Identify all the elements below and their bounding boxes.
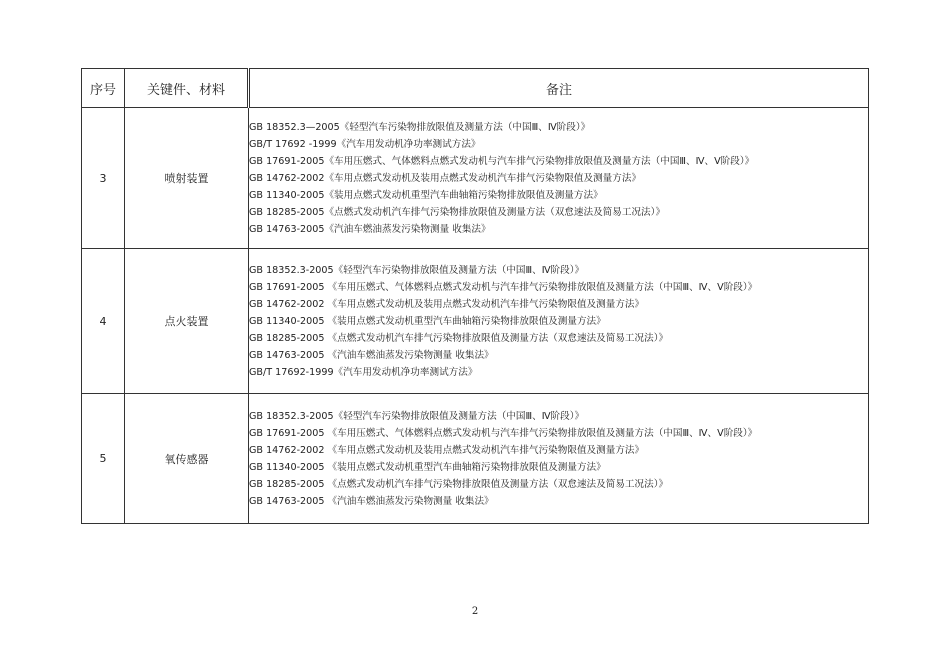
standard-reference: GB 14762-2002 《车用点燃式发动机及装用点燃式发动机汽车排气污染物限值及测量方法》	[249, 298, 645, 310]
standard-reference: GB 14762-2002 《车用点燃式发动机及装用点燃式发动机汽车排气污染物限值及测量方法》	[249, 444, 645, 456]
row-serial-number: 4	[82, 249, 125, 394]
standard-reference: GB 18285-2005 《点燃式发动机汽车排气污染物排放限值及测量方法（双怠速法及简易工况法）》	[249, 478, 669, 490]
page-number: 2	[471, 606, 479, 617]
standard-reference: GB 14763-2005《汽油车燃油蒸发污染物测量 收集法》	[249, 223, 491, 235]
row-serial-number: 5	[82, 394, 125, 524]
standard-reference: GB 18352.3-2005《轻型汽车污染物排放限值及测量方法（中国Ⅲ、Ⅳ阶段）》	[249, 264, 585, 276]
standard-reference: GB 17691-2005《车用压燃式、气体燃料点燃式发动机与汽车排气污染物排放限值及测量方法（中国Ⅲ、Ⅳ、Ⅴ阶段）》	[249, 155, 755, 167]
standard-reference: GB 14762-2002《车用点燃式发动机及装用点燃式发动机汽车排气污染物限值及测量方法》	[249, 172, 642, 184]
standard-reference: GB/T 17692 -1999《汽车用发动机净功率测试方法》	[249, 138, 481, 150]
table-row	[82, 108, 869, 249]
table-row	[82, 249, 869, 394]
standard-reference: GB 18285-2005 《点燃式发动机汽车排气污染物排放限值及测量方法（双怠速法及简易工况法）》	[249, 332, 669, 344]
standard-reference: GB 11340-2005《装用点燃式发动机重型汽车曲轴箱污染物排放限值及测量方法》	[249, 189, 603, 201]
standard-reference: GB 11340-2005 《装用点燃式发动机重型汽车曲轴箱污染物排放限值及测量方法》	[249, 461, 606, 473]
standards-table	[81, 68, 869, 524]
standard-reference: GB 18352.3-2005《轻型汽车污染物排放限值及测量方法（中国Ⅲ、Ⅳ阶段）》	[249, 410, 585, 422]
row-key-part: 喷射装置	[125, 108, 249, 249]
table-header-row	[82, 69, 869, 108]
header-key-part: 关键件、材料	[125, 69, 249, 108]
row-key-part: 点火装置	[125, 249, 249, 394]
standard-reference: GB 17691-2005 《车用压燃式、气体燃料点燃式发动机与汽车排气污染物排放限值及测量方法（中国Ⅲ、Ⅳ、Ⅴ阶段）》	[249, 427, 758, 439]
row-remarks	[249, 394, 869, 524]
header-remarks: 备注	[249, 69, 869, 108]
standard-reference: GB 11340-2005 《装用点燃式发动机重型汽车曲轴箱污染物排放限值及测量方法》	[249, 315, 606, 327]
row-key-part: 氧传感器	[125, 394, 249, 524]
standard-reference: GB 18352.3—2005《轻型汽车污染物排放限值及测量方法（中国Ⅲ、Ⅳ阶段）》	[249, 121, 591, 133]
row-remarks	[249, 108, 869, 249]
standard-reference: GB/T 17692-1999《汽车用发动机净功率测试方法》	[249, 366, 478, 378]
standard-reference: GB 14763-2005 《汽油车燃油蒸发污染物测量 收集法》	[249, 495, 494, 507]
standard-reference: GB 17691-2005 《车用压燃式、气体燃料点燃式发动机与汽车排气污染物排放限值及测量方法（中国Ⅲ、Ⅳ、Ⅴ阶段）》	[249, 281, 758, 293]
standard-reference: GB 18285-2005《点燃式发动机汽车排气污染物排放限值及测量方法（双怠速法及简易工况法）》	[249, 206, 666, 218]
row-remarks	[249, 249, 869, 394]
row-serial-number: 3	[82, 108, 125, 249]
table-row	[82, 394, 869, 524]
header-serial-number: 序号	[82, 69, 125, 108]
standard-reference: GB 14763-2005 《汽油车燃油蒸发污染物测量 收集法》	[249, 349, 494, 361]
